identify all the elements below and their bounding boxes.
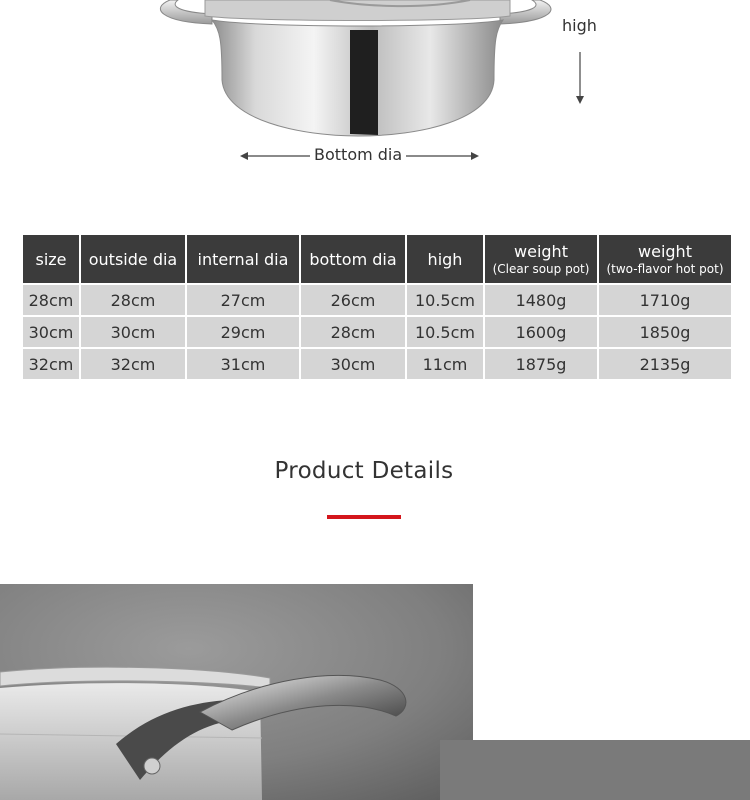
header-weight-two-flavor [599, 235, 731, 283]
header-weight-clear-soup-label: weight [514, 242, 568, 261]
cell-weight-two-flavor: 1710g [599, 285, 731, 315]
table-row [23, 349, 731, 379]
cell-weight-clear-soup: 1600g [485, 317, 597, 347]
cell-outside-dia: 32cm [81, 349, 185, 379]
spec-table [21, 233, 733, 381]
cell-high: 10.5cm [407, 285, 483, 315]
table-row [23, 285, 731, 315]
cell-weight-two-flavor: 2135g [599, 349, 731, 379]
header-internal-dia: internal dia [187, 235, 299, 283]
table-row [23, 317, 731, 347]
product-detail-photo [0, 584, 473, 800]
high-dimension-label: high [558, 16, 601, 36]
cell-internal-dia: 27cm [187, 285, 299, 315]
header-outside-dia: outside dia [81, 235, 185, 283]
cell-outside-dia: 28cm [81, 285, 185, 315]
cell-internal-dia: 31cm [187, 349, 299, 379]
gray-overlay-panel [440, 740, 750, 800]
left-handle [160, 0, 212, 24]
title-underline-accent [327, 515, 401, 519]
cell-bottom-dia: 26cm [301, 285, 405, 315]
header-weight-clear-soup [485, 235, 597, 283]
header-high: high [407, 235, 483, 283]
cell-bottom-dia: 28cm [301, 317, 405, 347]
header-bottom-dia: bottom dia [301, 235, 405, 283]
cell-high: 10.5cm [407, 317, 483, 347]
pot-handle-closeup-image [0, 584, 473, 800]
cell-high: 11cm [407, 349, 483, 379]
header-weight-two-flavor-label: weight [638, 242, 692, 261]
cell-size: 30cm [23, 317, 79, 347]
section-title: Product Details [274, 458, 454, 484]
header-size: size [23, 235, 79, 283]
table-header-row [23, 235, 731, 283]
cell-internal-dia: 29cm [187, 317, 299, 347]
cell-outside-dia: 30cm [81, 317, 185, 347]
pot-dimension-diagram [0, 0, 750, 180]
cell-size: 28cm [23, 285, 79, 315]
cell-size: 32cm [23, 349, 79, 379]
bottom-dia-dimension-label: Bottom dia [310, 145, 406, 165]
header-weight-two-flavor-sub: (two-flavor hot pot) [606, 262, 724, 276]
cell-bottom-dia: 30cm [301, 349, 405, 379]
cell-weight-clear-soup: 1875g [485, 349, 597, 379]
header-weight-clear-soup-sub: (Clear soup pot) [492, 262, 590, 276]
cell-weight-clear-soup: 1480g [485, 285, 597, 315]
cell-weight-two-flavor: 1850g [599, 317, 731, 347]
